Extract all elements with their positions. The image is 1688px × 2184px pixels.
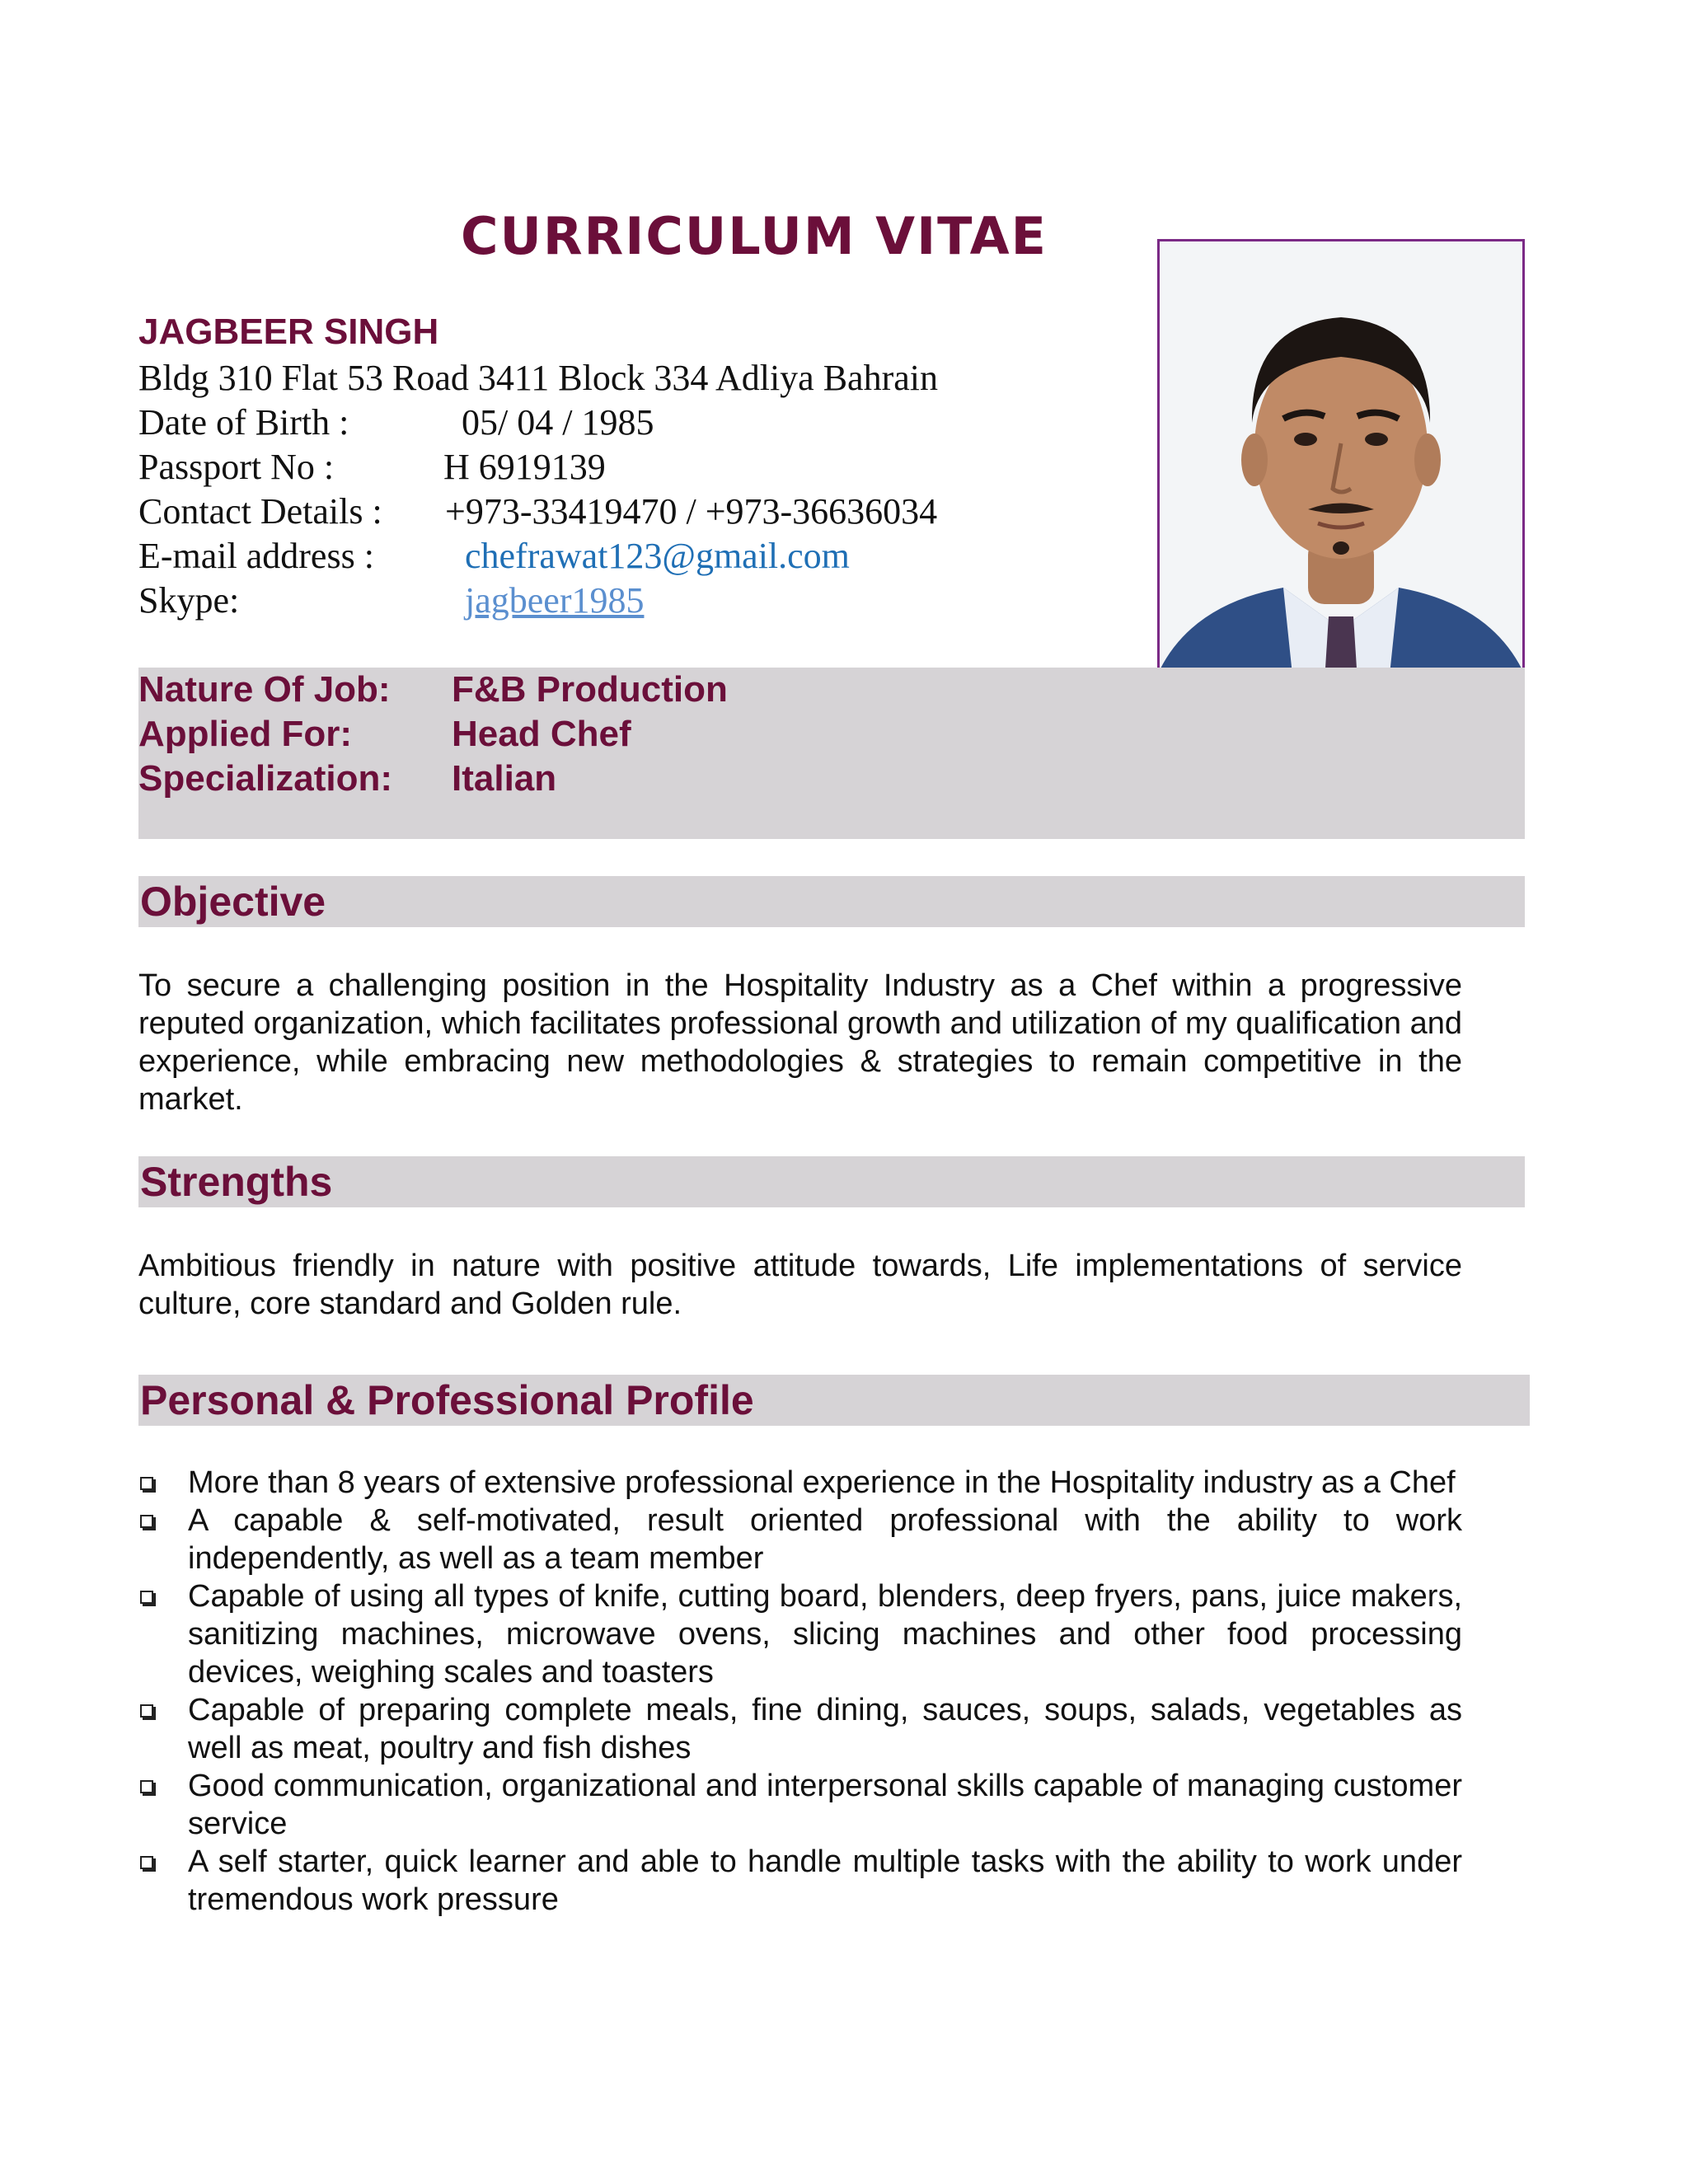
list-item: [138, 1767, 1462, 1843]
passport-value: H 6919139: [443, 447, 606, 487]
checkbox-bullet-icon: [140, 1704, 153, 1718]
contact-label: Contact Details :: [138, 491, 382, 532]
list-item-text: A self starter, quick learner and able to handle multiple tasks with the ability to work under tremendous work pressure: [188, 1844, 1462, 1917]
specialization-value: Italian: [452, 758, 557, 799]
list-item: [138, 1691, 1462, 1767]
nature-of-job-label: Nature Of Job:: [138, 669, 391, 710]
checkbox-bullet-icon: [140, 1780, 153, 1793]
list-item: [138, 1577, 1462, 1691]
list-item-text: More than 8 years of extensive professional experience in the Hospitality industry as a Chef: [188, 1465, 1456, 1500]
skype-link[interactable]: jagbeer1985: [465, 580, 645, 621]
checkbox-bullet-icon: [140, 1591, 153, 1604]
checkbox-bullet-icon: [140, 1515, 153, 1528]
specialization-label: Specialization:: [138, 758, 393, 799]
page-title: CURRICULUM VITAE: [460, 206, 1048, 266]
email-link[interactable]: chefrawat123@gmail.com: [465, 536, 850, 576]
objective-text: To secure a challenging position in the Hospitality Industry as a Chef within a progressive reputed organization, which facilitates professional growth and utilization of my qualification and experience, while embracing new methodologies & strategies to remain competitive in the market.: [138, 968, 1462, 1117]
passport-label: Passport No :: [138, 447, 335, 487]
candidate-name: JAGBEER SINGH: [138, 312, 439, 352]
checkbox-bullet-icon: [140, 1477, 153, 1490]
dob-label: Date of Birth :: [138, 402, 349, 443]
list-item: [138, 1843, 1462, 1919]
list-item-text: Good communication, organizational and interpersonal skills capable of managing customer service: [188, 1769, 1462, 1841]
objective-heading: Objective: [140, 879, 326, 925]
profile-list: [138, 1464, 1462, 1919]
applied-for-value: Head Chef: [452, 714, 631, 754]
list-item: [138, 1502, 1462, 1577]
nature-of-job-value: F&B Production: [452, 669, 728, 710]
contact-value: +973-33419470 / +973-36636034: [445, 491, 938, 532]
strengths-heading-band: [138, 1156, 1525, 1207]
list-item-text: Capable of preparing complete meals, fine dining, sauces, soups, salads, vegetables as well as meat, poultry and fish dishes: [188, 1693, 1462, 1765]
skype-label: Skype:: [138, 580, 240, 621]
checkbox-bullet-icon: [140, 1856, 153, 1869]
list-item-text: A capable & self-motivated, result oriented professional with the ability to work independently, as well as a team member: [188, 1503, 1462, 1576]
objective-heading-band: [138, 876, 1525, 927]
address-text: Bldg 310 Flat 53 Road 3411 Block 334 Adliya Bahrain: [138, 358, 938, 398]
strengths-heading: Strengths: [140, 1159, 333, 1205]
dob-value: 05/ 04 / 1985: [462, 402, 654, 443]
list-item-text: Capable of using all types of knife, cutting board, blenders, deep fryers, pans, juice makers, sanitizing machines, microwave ovens, slicing machines and other food processing devices, weighing scales and toasters: [188, 1579, 1462, 1690]
profile-heading: Personal & Professional Profile: [140, 1377, 754, 1423]
strengths-text: Ambitious friendly in nature with positive attitude towards, Life implementations of service culture, core standard and Golden rule.: [138, 1249, 1462, 1321]
applied-for-label: Applied For:: [138, 714, 353, 754]
list-item: [138, 1464, 1462, 1502]
email-label: E-mail address :: [138, 536, 374, 576]
